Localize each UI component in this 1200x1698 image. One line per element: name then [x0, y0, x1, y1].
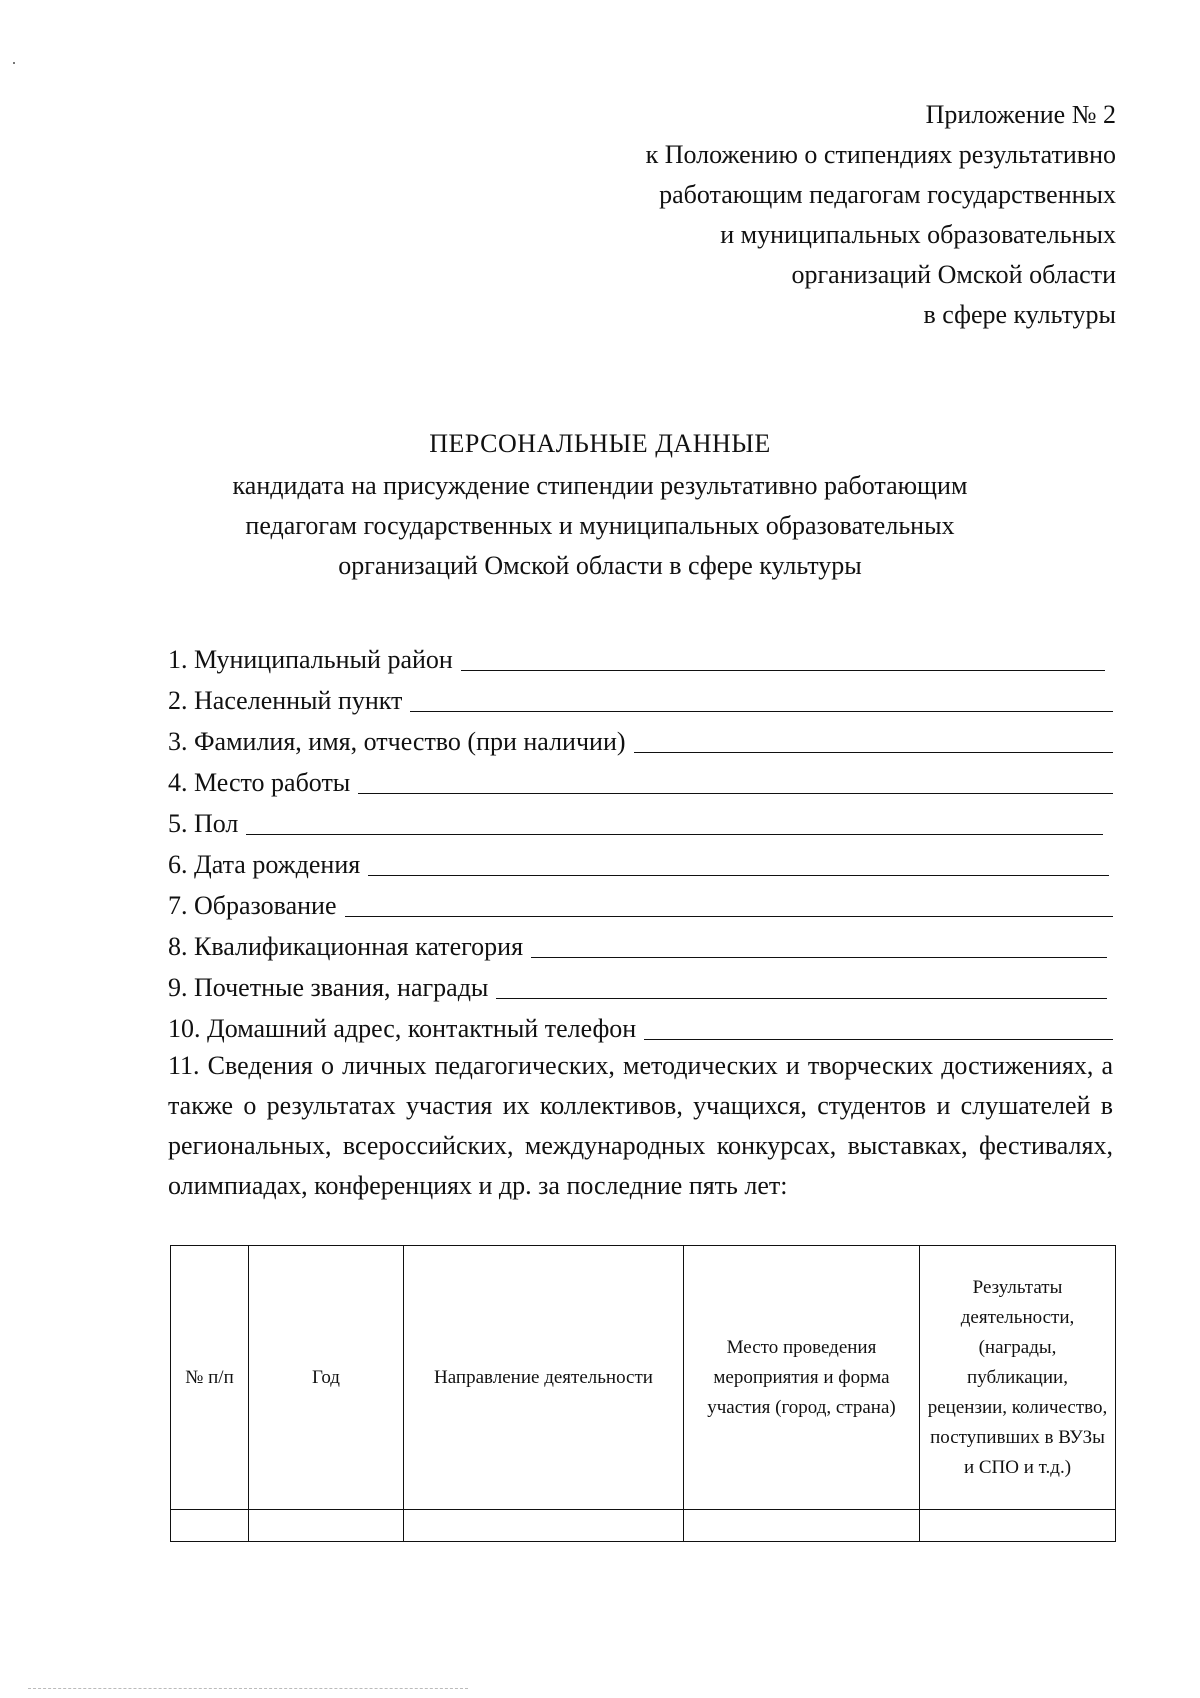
field-label: 10. Домашний адрес, контактный телефон — [168, 1014, 637, 1043]
field-label: 8. Квалификационная категория — [168, 932, 524, 961]
document-title: ПЕРСОНАЛЬНЫЕ ДАННЫЕ — [429, 429, 771, 458]
table-cell[interactable] — [920, 1510, 1116, 1542]
field-label: 6. Дата рождения — [168, 850, 361, 879]
appendix-line: и муниципальных образовательных — [720, 220, 1116, 249]
document-subtitle: организаций Омской области в сфере культуры — [338, 551, 862, 580]
fill-in-line[interactable] — [531, 933, 1107, 958]
table-cell[interactable] — [249, 1510, 404, 1542]
field-label: 2. Населенный пункт — [168, 686, 403, 715]
achievements-table — [170, 1245, 1116, 1542]
field-label: 4. Место работы — [168, 768, 351, 797]
document-title-block — [150, 424, 1050, 586]
achievements-table-wrap — [170, 1245, 1115, 1542]
scan-speck — [13, 62, 15, 64]
field-label: 5. Пол — [168, 809, 239, 838]
document-subtitle: кандидата на присуждение стипендии результативно работающим — [232, 471, 968, 500]
field-address-phone — [168, 1003, 1113, 1044]
field-municipal-district — [168, 634, 1113, 675]
table-cell[interactable] — [404, 1510, 684, 1542]
appendix-line: в сфере культуры — [923, 300, 1116, 329]
fill-in-line[interactable] — [644, 1015, 1113, 1040]
field-birth-date — [168, 839, 1113, 880]
column-header-year: Год — [249, 1246, 404, 1510]
field-workplace — [168, 757, 1113, 798]
scan-artifact-line — [28, 1688, 468, 1689]
fill-in-line[interactable] — [246, 810, 1103, 835]
field-label: 3. Фамилия, имя, отчество (при наличии) — [168, 727, 626, 756]
appendix-line: работающим педагогам государственных — [659, 180, 1116, 209]
field-label: 7. Образование — [168, 891, 337, 920]
appendix-line: организаций Омской области — [791, 260, 1116, 289]
field-gender — [168, 798, 1113, 839]
table-row — [171, 1510, 1116, 1542]
achievements-paragraph: 11. Сведения о личных педагогических, методических и творческих достижениях, а также о результатах участия их коллективов, учащихся, студентов и слушателей в региональных, всероссийских, международных конкурсах, выставках, фестивалях, олимпиадах, конференциях и др. за последние пять лет: — [168, 1051, 1113, 1200]
field-full-name — [168, 716, 1113, 757]
fill-in-line[interactable] — [368, 851, 1109, 876]
form-fields — [168, 634, 1113, 1044]
fill-in-line[interactable] — [496, 974, 1107, 999]
appendix-header — [646, 95, 1116, 335]
field-settlement — [168, 675, 1113, 716]
field-label: 9. Почетные звания, награды — [168, 973, 489, 1002]
document-subtitle: педагогам государственных и муниципальных образовательных — [245, 511, 955, 540]
column-header-number: № п/п — [171, 1246, 249, 1510]
field-label: 1. Муниципальный район — [168, 645, 453, 674]
table-cell[interactable] — [684, 1510, 920, 1542]
fill-in-line[interactable] — [634, 728, 1113, 753]
fill-in-line[interactable] — [345, 892, 1113, 917]
fill-in-line[interactable] — [461, 646, 1105, 671]
column-header-venue: Место проведения мероприятия и форма участия (город, страна) — [684, 1246, 920, 1510]
table-header-row — [171, 1246, 1116, 1510]
appendix-number: Приложение № 2 — [925, 100, 1116, 129]
table-cell[interactable] — [171, 1510, 249, 1542]
field-education — [168, 880, 1113, 921]
field-honorary-titles — [168, 962, 1113, 1003]
fill-in-line[interactable] — [358, 769, 1113, 794]
fill-in-line[interactable] — [410, 687, 1113, 712]
field-qualification-category — [168, 921, 1113, 962]
column-header-direction: Направление деятельности — [404, 1246, 684, 1510]
appendix-line: к Положению о стипендиях результативно — [645, 140, 1116, 169]
column-header-results: Результаты деятельности, (награды, публикации, рецензии, количество, поступивших в ВУЗы и СПО и т.д.) — [920, 1246, 1116, 1510]
